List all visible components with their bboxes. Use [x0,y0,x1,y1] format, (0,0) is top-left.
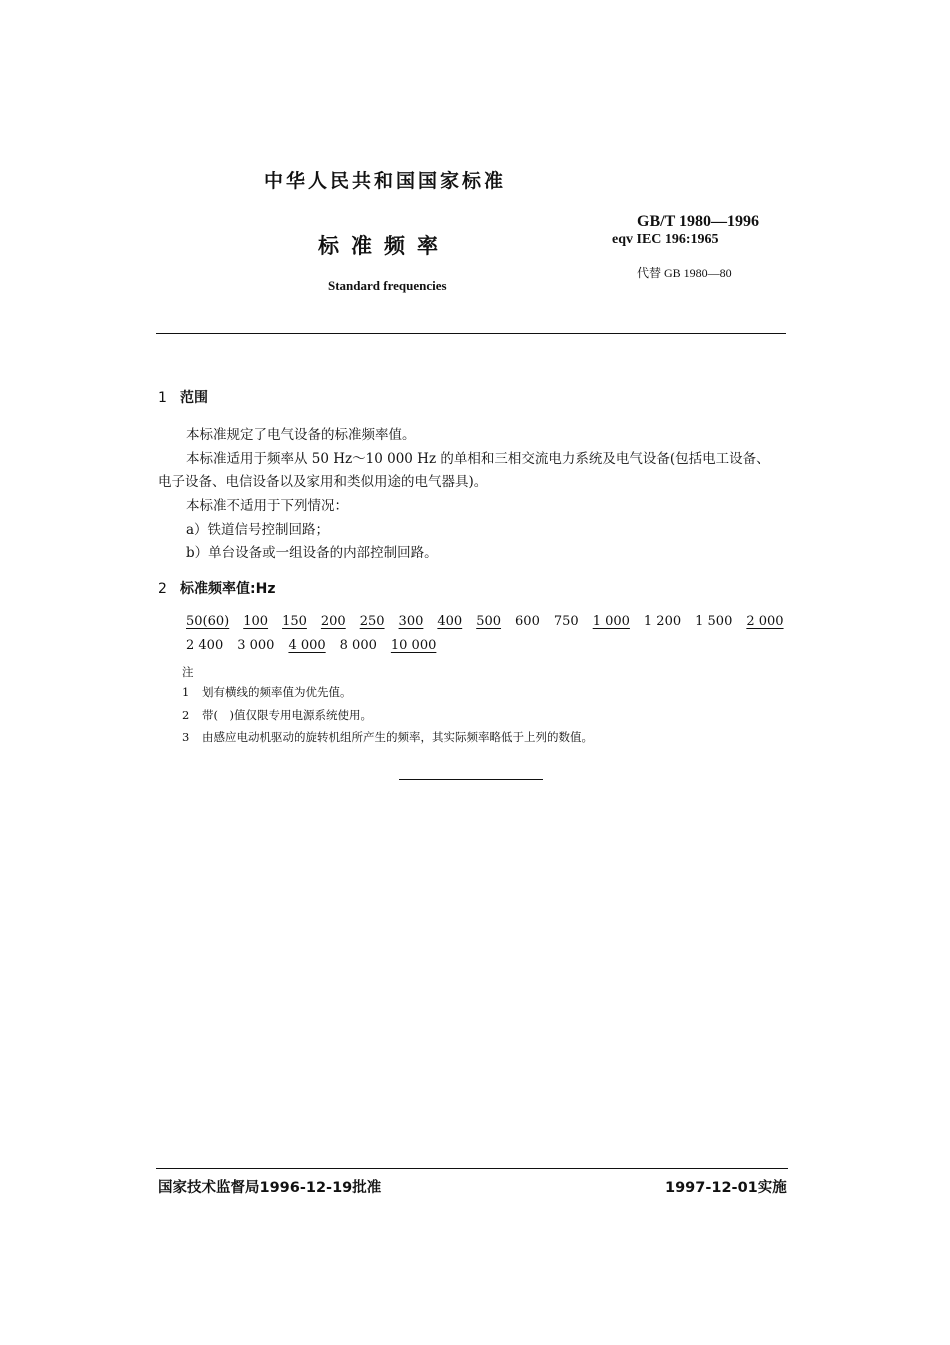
section-title: 标准频率值:Hz [180,581,276,597]
preferred-frequency-value: 300 [398,614,424,629]
list-item: a）铁道信号控制回路； [186,522,330,538]
note-number: 1 [182,685,190,699]
note-number: 3 [182,730,190,744]
paragraph: 本标准规定了电气设备的标准频率值。 [186,427,416,443]
section-title: 范围 [180,390,208,406]
preferred-frequency-value: 10 000 [390,638,437,653]
note-text: 由感应电动机驱动的旋转机组所产生的频率，其实际频率略低于上列的数值。 [202,730,593,744]
notes-heading: 注 [182,665,194,679]
frequency-value: 3 000 [237,638,275,653]
footer-divider [156,1168,788,1169]
section-1-heading [158,387,208,407]
section-2-heading [158,578,275,598]
frequency-values-row [186,614,798,629]
frequency-value: 1 200 [643,614,682,629]
frequency-values-row [186,638,450,653]
list-item: b）单台设备或一组设备的内部控制回路。 [186,545,438,561]
preferred-frequency-value: 250 [359,614,385,629]
preferred-frequency-value: 1 000 [592,614,630,629]
approval-date: 国家技术监督局1996-12-19批准 [158,1180,382,1196]
replaces-standard: 代替 GB 1980—80 [637,266,732,280]
preferred-frequency-value: 100 [243,614,269,629]
preferred-frequency-value: 50(60) [186,614,230,629]
note-item [182,729,593,745]
note-item [182,684,352,700]
paragraph: 本标准适用于频率从 50 Hz～10 000 Hz 的单相和三相交流电力系统及电气设备(包括电工设备、 [186,451,770,467]
national-standard-title: 中华人民共和国国家标准 [264,170,507,192]
preferred-frequency-value: 2 000 [746,614,784,629]
frequency-value: 600 [515,614,540,629]
document-title-english: Standard frequencies [328,278,447,293]
preferred-frequency-value: 150 [282,614,307,629]
note-text: 划有横线的频率值为优先值。 [202,685,352,699]
document-title-chinese: 标准频率 [318,234,450,258]
preferred-frequency-value: 500 [476,614,502,629]
section-number: 1 [158,390,167,406]
frequency-value: 750 [553,614,579,629]
frequency-value: 2 400 [186,638,224,653]
header-divider [156,333,786,334]
preferred-frequency-value: 200 [320,614,346,629]
paragraph: 本标准不适用于下列情况： [186,498,348,514]
frequency-value: 1 500 [695,614,733,629]
preferred-frequency-value: 400 [437,614,463,629]
preferred-frequency-value: 4 000 [288,638,326,653]
note-item [182,707,372,723]
frequency-value: 8 000 [339,638,377,653]
paragraph-continuation: 电子设备、电信设备以及家用和类似用途的电气器具)。 [158,474,488,490]
note-text: 带( )值仅限专用电源系统使用。 [202,708,372,722]
section-number: 2 [158,581,167,597]
end-divider [399,779,543,780]
note-number: 2 [182,708,190,722]
equivalent-standard: eqv IEC 196:1965 [612,232,719,247]
standard-code: GB/T 1980—1996 [637,213,759,230]
implementation-date: 1997-12-01实施 [665,1180,787,1196]
